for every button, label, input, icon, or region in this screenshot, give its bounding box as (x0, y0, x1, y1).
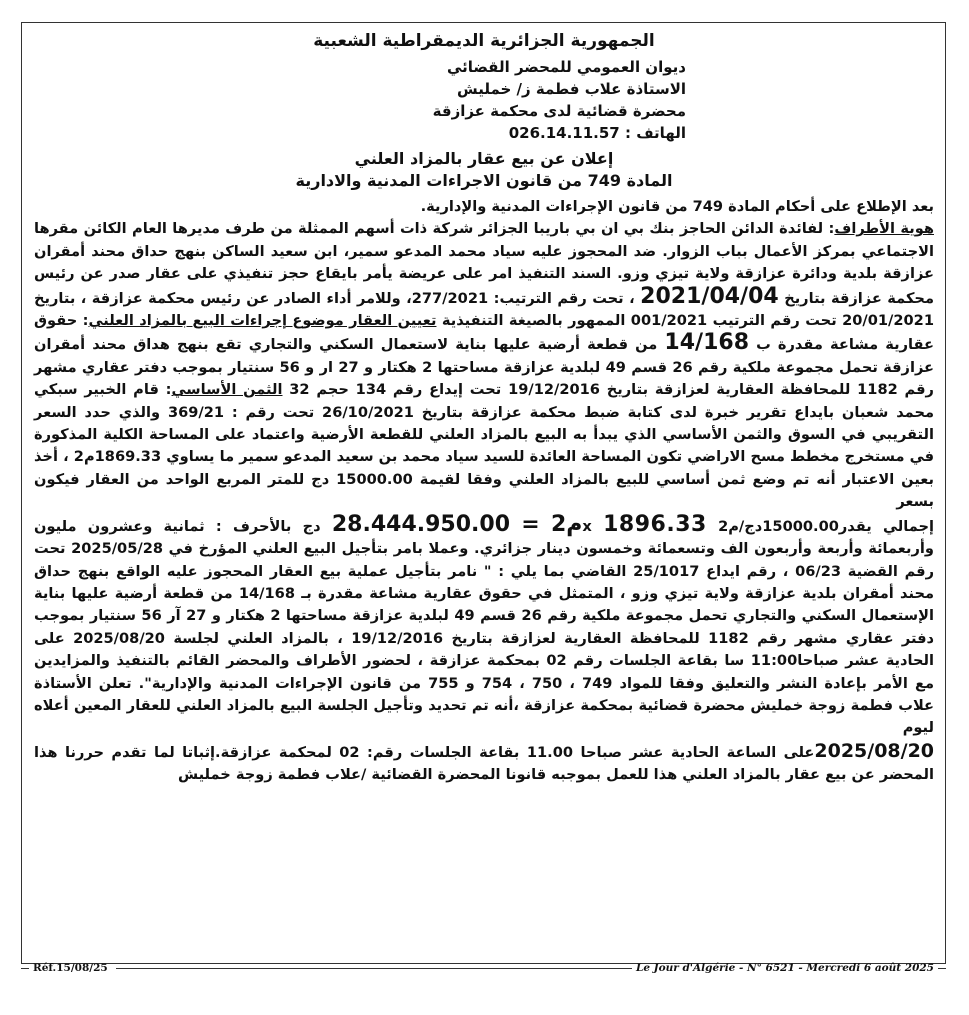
phone-number: 026.14.11.57 (508, 124, 620, 142)
order-text: ، تحت رقم الترتيب: 277/2021، وللامر أداء الصادر عن رئيس محكمة عزازقة ، بتاريخ 20/01/2021 تحت رقم الترتيب 001/2021 الممهور بالصيغة التنفيذية (34, 289, 934, 330)
total-paragraph (34, 511, 935, 740)
intro-paragraph (34, 196, 934, 218)
notice-body (34, 196, 934, 787)
total-suffix: دج بالأحرف : (215, 517, 321, 535)
footer-rule-left (21, 968, 29, 969)
notice-content (34, 30, 934, 787)
session-date: 2025/08/20 (814, 739, 935, 762)
newspaper-footer (21, 958, 946, 978)
republic-heading: الجمهورية الجزائرية الديمقراطية الشعبية (313, 31, 655, 51)
property-description: من قطعة أرضية عليها بناية لاستعمال السكني والتجاري تقع بنهج هداق محند أمقران عزازقة تحمل مجموعة ملكية رقم 26 قسم 49 لبلدية عزازقة مساحتها 2 هكتار و 27 ار و 56 سنتيار بموجب دفتر عقاري مشهر رقم 1182 للمحافظة العقارية لعزازقة بتاريخ 19/12/2016 تحت إيداع رقم 134 حجم 32 (34, 336, 934, 399)
total-equals: = (521, 511, 540, 537)
total-prefix: إجمالي يقدر15000.00دج/م2 x (582, 517, 935, 535)
notice-title-line2: المادة 749 من قانون الاجراءات المدنية والادارية (295, 171, 673, 190)
base-price-text: : قام الخبير سبكي محمد شعبان بايداع تقرير خبرة لدى كتابة ضبط محكمة عزازقة بتاريخ 26/10/2021 تحت رقم : 369/21 والذي حدد السعر التقريبي في السوق والثمن الأساسي الذي يبدأ به البيع بالمزاد العلني للقطعة الأرضية واعتماد على المساحة الكلية المذكورة في مستخرج مخطط مسح الاراضي تكون المساحة العائدة للسيد سياد محمد بن سعيد المدعو سمير ما يساوي 1869.33م2 ، أخذ بعين الاعتبار أنه تم وضع ثمن أساسي للبيع بالمزاد العلني وفقا لقيمة 15000.00 دج للمتر المربع الواحد من العقار فيكون بسعر (34, 381, 935, 511)
total-amount: 28.444.950.00 (331, 511, 511, 537)
office-name: ديوان العمومي للمحضر القضائي (446, 58, 686, 76)
base-price-label: الثمن الأساسي (171, 381, 283, 399)
property-label: تعيين العقار موضوع إجراءات البيع بالمزاد العلني (88, 312, 437, 330)
court-name: محضرة قضائية لدى محكمة عزازقة (432, 102, 686, 120)
property-text: : حقوق عقارية مشاعة مقدرة ب (34, 312, 934, 354)
total-area: 1896.33م2 (550, 511, 707, 537)
parties-label: هوية الأطراف (834, 220, 934, 238)
property-share: 14/168 (664, 330, 749, 356)
phone-line (34, 122, 934, 144)
session-paragraph (34, 740, 934, 787)
notice-title-line1: إعلان عن بيع عقار بالمزاد العلني (354, 149, 614, 168)
seizure-order-date: 2021/04/04 (640, 283, 779, 309)
footer-rule-middle (116, 968, 632, 969)
parties-text: : لفائدة الدائن الحاجز بنك بي ان بي باريبا الجزائر شركة ذات أسهم الممثلة من طرف مديرها العام الكائن مقرها الاجتماعي بمركز الأعمال بباب الزوار. ضد المحجوز عليه سياد محمد المدعو سمير، ابن سعيد الساكن بنهج حداق محند أمقران عزازقة بلدية ودائرة عزازقة ولاية تيزي وزو. السند التنفيذ امر على عريضة يأمر بايقاع حجز تنفيذي على عقار صدر عن رئيس محكمة عزازقة بتاريخ (34, 220, 934, 307)
notice-title (34, 148, 934, 192)
bailiff-name: الاستاذة علاب فطمة ز/ خمليش (457, 80, 686, 98)
reference-number: Réf.15/08/25 (33, 962, 108, 974)
parties-paragraph (34, 218, 934, 513)
intro-text: بعد الإطلاع على أحكام المادة 749 من قانون الإجراءات المدنية والإدارية. (420, 198, 934, 215)
session-text: على الساعة الحادية عشر صباحا 11.00 بقاعة الجلسات رقم: 02 لمحكمة عزازقة.إثباتا لما تقدم حررنا هذا المحضر عن بيع عقار بالمزاد العلني هذا للعمل بموجبه قانونا المحضرة القضائية /علاب فطمة زوجة خمليش (34, 743, 934, 784)
amount-in-words: ثمانية وعشرون مليون وأربعمائة وأربعة وأربعون الف وتسعمائة وخمسون دينار جزائري. وعملا بامر بتأجيل البيع العلني المؤرخ في 2025/05/28 تحت رقم القضية 06/23 ، رقم ايداع 25/1017 القاضي بما يلي : " نامر بتأجيل عملية بيع العقار المحجوز عليه الواقع بنهج حداق محند أمقران بلدية عزازقة ولاية تيزي وزو ، المتمثل في حقوق عقارية مشاعة مقدرة بـ 14/168 من قطعة أرضية عليها بناية الإستعمال السكني والتجاري تحمل مجموعة ملكية رقم 26 قسم 49 لبلدية عزازقة مساحتها 2 هكتار و 27 آر 56 سنتيار بموجب دفتر عقاري مشهر رقم 1182 للمحافظة العقارية لعزازقة بتاريخ 19/12/2016 ، بالمزاد العلني لجلسة 2025/08/20 على الحادية عشر صباحا11:00 سا بقاعة الجلسات رقم 02 بمحكمة عزازقة ، لحضور الأطراف والمحضر القائم بالتنفيذ والمزايدين مع الأمر بإعادة النشر والتعليق وفقا للمواد 749 ، 750 ، 754 و 755 من قانون الإجراءات المدنية والإدارية". تعلن الأستاذة علاب فطمة زوجة خمليش محضرة قضائية بمحكمة عزازقة ،أنه تم تحديد وتأجيل الجلسة البيع بالمزاد العلني للعقار المعين أعلاه ليوم (34, 517, 935, 737)
newspaper-issue: Le Jour d'Algérie - N° 6521 - Mercredi 6 août 2025 (635, 962, 934, 974)
phone-label: الهاتف : (624, 124, 686, 142)
footer-rule-right (938, 968, 946, 969)
